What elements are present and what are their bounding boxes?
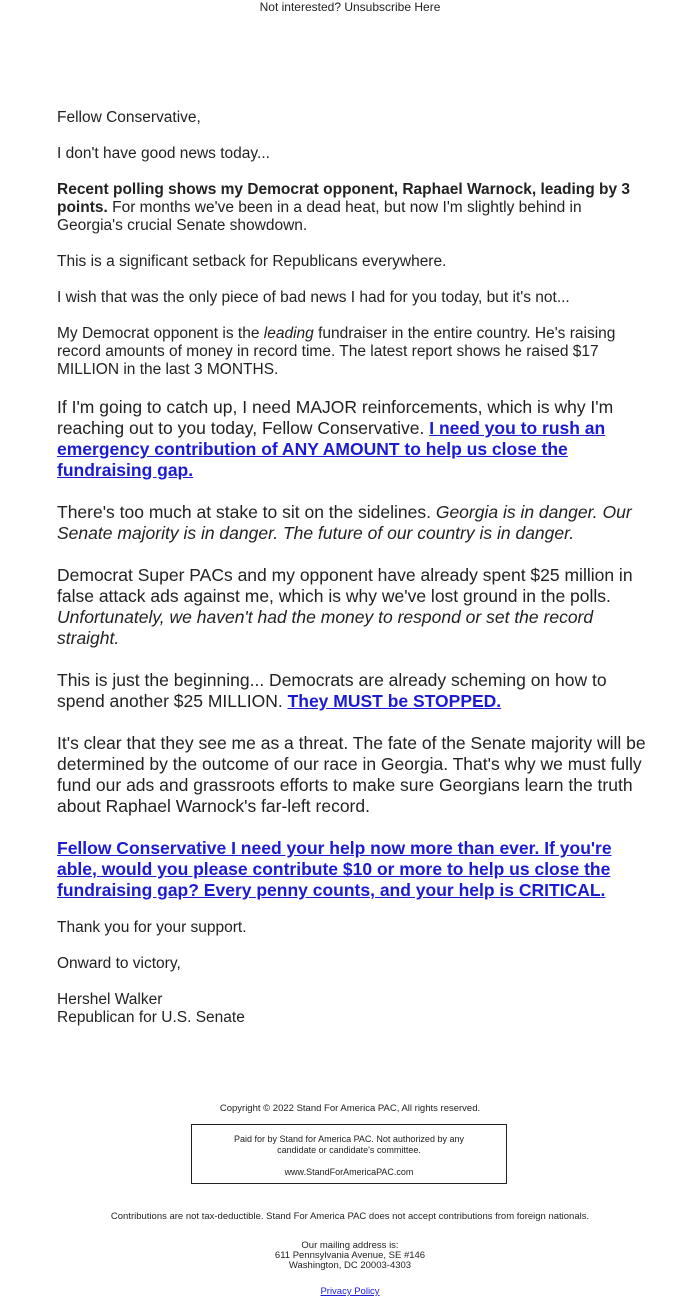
paragraph-fundraiser bbox=[57, 325, 647, 379]
attack-ads-emphasis: Unfortunately, we haven't had the money to respond or set the record straight. bbox=[57, 607, 594, 648]
at-stake-text: There's too much at stake to sit on the sidelines. bbox=[57, 502, 436, 522]
paragraph-onward: Onward to victory, bbox=[57, 955, 181, 972]
copyright: Copyright © 2022 Stand For America PAC, All rights reserved. bbox=[219, 1103, 481, 1114]
paragraph-setback: This is a significant setback for Republicans everywhere. bbox=[57, 253, 447, 270]
beginning-text: This is just the beginning... Democrats are already scheming on how to spend another $25 MILLION. bbox=[57, 670, 607, 711]
contributions-notice: Contributions are not tax-deductible. Stand For America PAC does not accept contributions from foreign nationals. bbox=[110, 1211, 590, 1222]
polling-detail: For months we've been in a dead heat, but now I'm slightly behind in Georgia's crucial Senate showdown. bbox=[57, 199, 582, 234]
address-label: Our mailing address is: bbox=[301, 1240, 399, 1251]
unsubscribe-bar bbox=[0, 0, 700, 14]
paid-for-line-1: Paid for by Stand for America PAC. Not authorized by any bbox=[234, 1134, 464, 1144]
paid-for-line-2: candidate or candidate's committee. bbox=[277, 1145, 421, 1155]
letter-body bbox=[57, 109, 647, 1027]
fundraiser-text-a: My Democrat opponent is the bbox=[57, 325, 264, 342]
paragraph-polling bbox=[57, 181, 647, 235]
reinforcements-text: If I'm going to catch up, I need MAJOR reinforcements, which is why I'm reaching out to you today, Fellow Conservative. bbox=[57, 397, 614, 438]
paragraph-thank-you: Thank you for your support. bbox=[57, 919, 247, 936]
paragraph-attack-ads bbox=[57, 565, 647, 649]
contribute-link[interactable]: Fellow Conservative I need your help now more than ever. If you're able, would you please contribute $10 or more to help us close the fundraising gap? Every penny counts, and your help is CRITICAL. bbox=[57, 838, 612, 900]
paragraph-threat: It's clear that they see me as a threat. The fate of the Senate majority will be determined by the outcome of our race in Georgia. That's why we must fully fund our ads and grassroots efforts to make sure Georgians learn the truth about Raphael Warnock's far-left record. bbox=[57, 733, 646, 816]
unsubscribe-link[interactable]: Not interested? Unsubscribe Here bbox=[259, 0, 441, 14]
greeting: Fellow Conservative, bbox=[57, 109, 201, 126]
paragraph-more-bad-news: I wish that was the only piece of bad news I had for you today, but it's not... bbox=[57, 289, 570, 306]
fundraiser-emphasis: leading bbox=[263, 325, 314, 342]
fundraiser-text-b: fundraiser in the entire country. He's raising record amounts of money in record time. The latest report shows he raised $17 MILLION in the last 3 MONTHS. bbox=[57, 325, 616, 378]
polling-headline: Recent polling shows my Democrat opponent, Raphael Warnock, leading by 3 points. bbox=[57, 181, 631, 216]
paid-for-disclaimer bbox=[191, 1124, 507, 1184]
privacy-container bbox=[0, 1286, 700, 1297]
signature-title: Republican for U.S. Senate bbox=[57, 1009, 245, 1026]
paragraph-bad-news: I don't have good news today... bbox=[57, 145, 270, 162]
signature-name: Hershel Walker bbox=[57, 991, 163, 1008]
website-text: www.StandForAmericaPAC.com bbox=[284, 1167, 414, 1177]
attack-ads-text: Democrat Super PACs and my opponent have already spent $25 million in false attack ads against me, which is why we've lost ground in the polls. bbox=[57, 565, 633, 606]
paragraph-at-stake bbox=[57, 502, 647, 544]
paragraph-call-to-action bbox=[57, 838, 647, 901]
at-stake-emphasis: Georgia is in danger. Our Senate majority is in danger. The future of our country is in danger. bbox=[57, 502, 632, 543]
address-line-1: 611 Pennsylvania Avenue, SE #146 bbox=[274, 1250, 426, 1261]
privacy-policy-link[interactable]: Privacy Policy bbox=[320, 1286, 380, 1297]
mailing-address bbox=[0, 1241, 700, 1271]
paragraph-beginning bbox=[57, 670, 647, 712]
paragraph-reinforcements bbox=[57, 397, 647, 481]
address-line-2: Washington, DC 20003-4303 bbox=[288, 1260, 412, 1271]
must-be-stopped-link[interactable]: They MUST be STOPPED. bbox=[287, 691, 502, 711]
emergency-contribution-link[interactable]: I need you to rush an emergency contribution of ANY AMOUNT to help us close the fundraising gap. bbox=[57, 418, 606, 480]
